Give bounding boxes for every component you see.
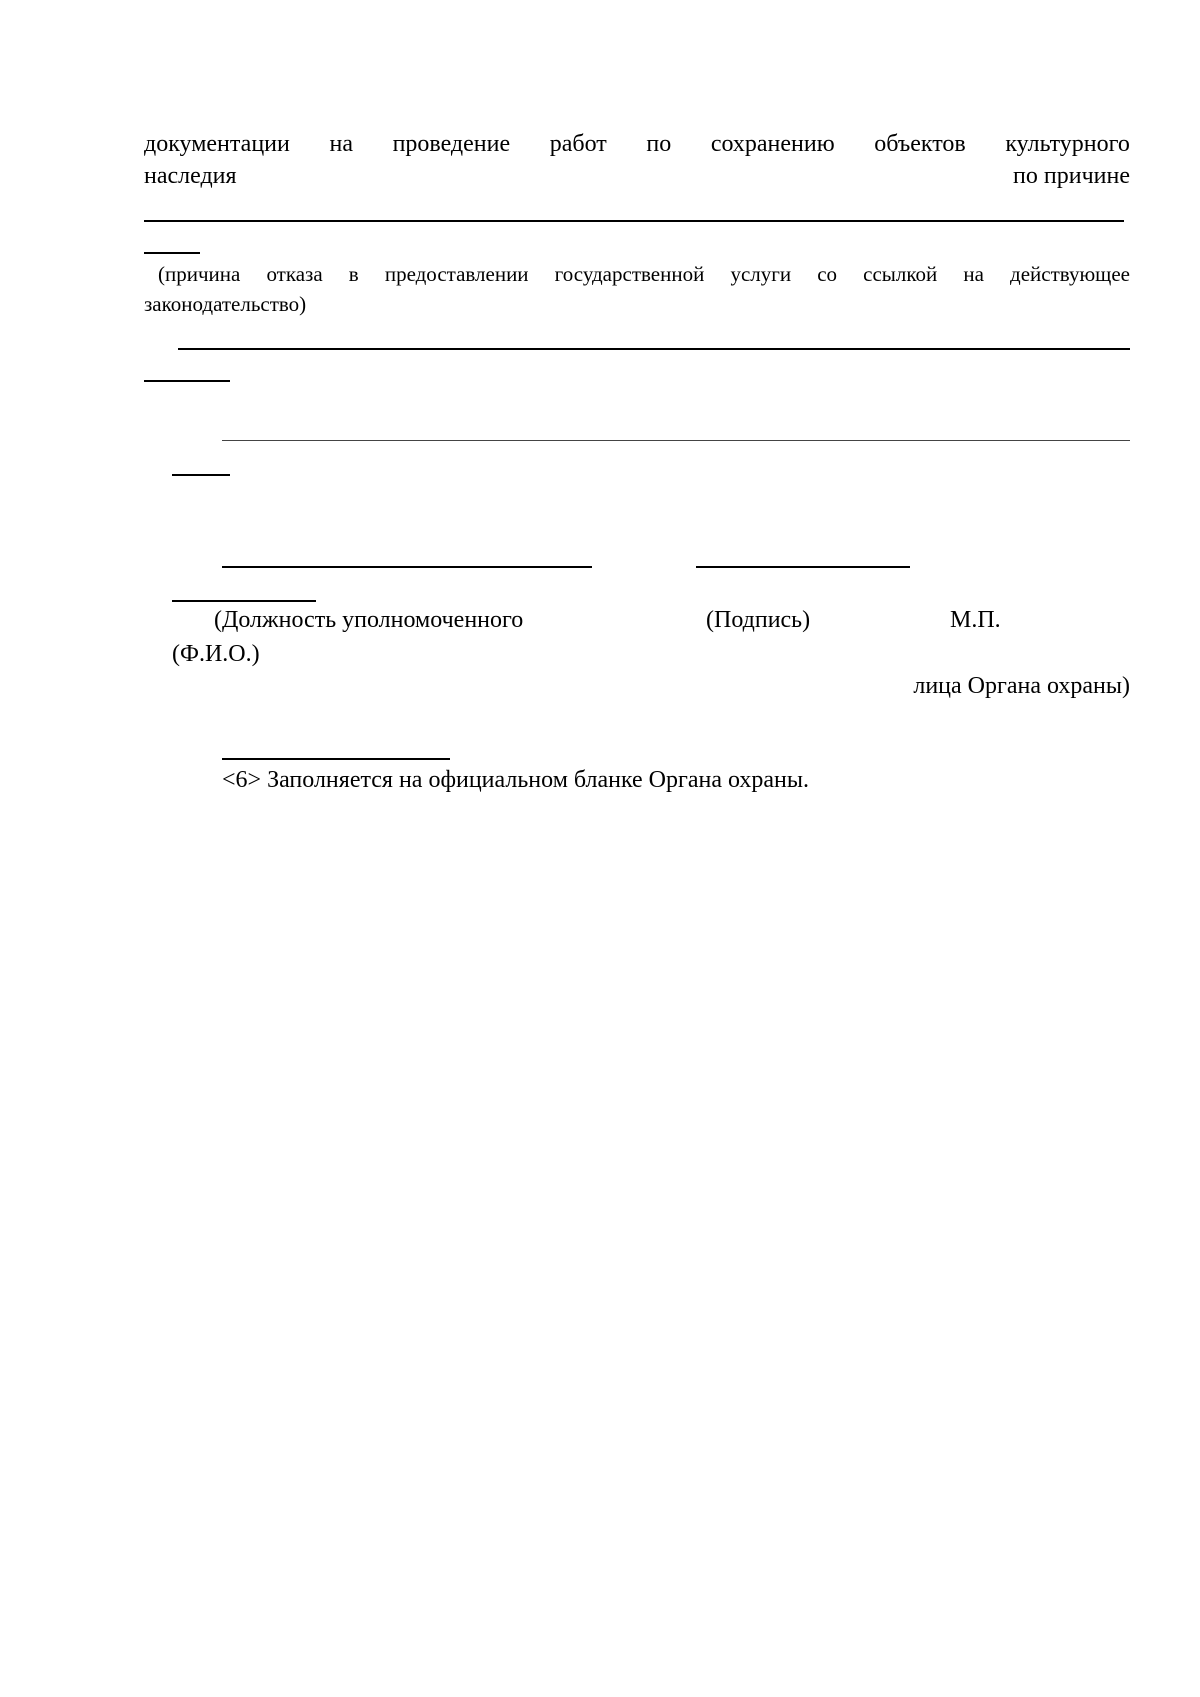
reason-blank-line bbox=[144, 220, 1124, 222]
intro-word: проведение bbox=[392, 131, 511, 157]
intro-word: по bbox=[646, 131, 672, 157]
caption-word: (причина bbox=[158, 262, 241, 286]
additional-blank-line-1 bbox=[178, 348, 1130, 350]
caption-word: государственной bbox=[554, 262, 705, 286]
signature-line bbox=[696, 566, 910, 568]
stamp-label: М.П. bbox=[950, 607, 1001, 633]
caption-word: ссылкой bbox=[863, 262, 938, 286]
position-label-continuation: лица Органа охраны) bbox=[913, 673, 1130, 699]
intro-word: сохранению bbox=[710, 131, 835, 157]
intro-word: на bbox=[329, 131, 353, 157]
name-label: (Ф.И.О.) bbox=[172, 641, 260, 667]
intro-word: объектов bbox=[874, 131, 966, 157]
intro-line-2-left: наследия bbox=[144, 163, 237, 189]
caption-word: со bbox=[817, 262, 838, 286]
intro-line-2-right: по причине bbox=[1013, 163, 1130, 189]
additional-blank-line-2 bbox=[222, 440, 1130, 441]
intro-line-2 bbox=[144, 162, 1130, 190]
footnote-text: <6> Заполняется на официальном бланке Органа охраны. bbox=[222, 767, 810, 793]
caption-word: на bbox=[963, 262, 984, 286]
reason-blank-line-tail bbox=[144, 252, 200, 254]
intro-word: культурного bbox=[1005, 131, 1130, 157]
reason-caption-line-1 bbox=[158, 262, 1130, 286]
footnote-separator bbox=[222, 758, 450, 760]
position-signature-line bbox=[222, 566, 592, 568]
intro-line-1 bbox=[144, 130, 1130, 158]
additional-blank-line-2-tail bbox=[172, 474, 230, 476]
reason-caption-line-2: законодательство) bbox=[144, 292, 307, 316]
caption-word: действующее bbox=[1010, 262, 1130, 286]
caption-word: предоставлении bbox=[384, 262, 529, 286]
intro-word: работ bbox=[549, 131, 607, 157]
name-signature-line bbox=[172, 600, 316, 602]
caption-word: в bbox=[348, 262, 359, 286]
position-label: (Должность уполномоченного bbox=[214, 607, 524, 633]
caption-word: услуги bbox=[730, 262, 792, 286]
signature-label: (Подпись) bbox=[706, 607, 811, 633]
caption-word: отказа bbox=[266, 262, 323, 286]
additional-blank-line-1-tail bbox=[144, 380, 230, 382]
intro-word: документации bbox=[144, 131, 290, 157]
